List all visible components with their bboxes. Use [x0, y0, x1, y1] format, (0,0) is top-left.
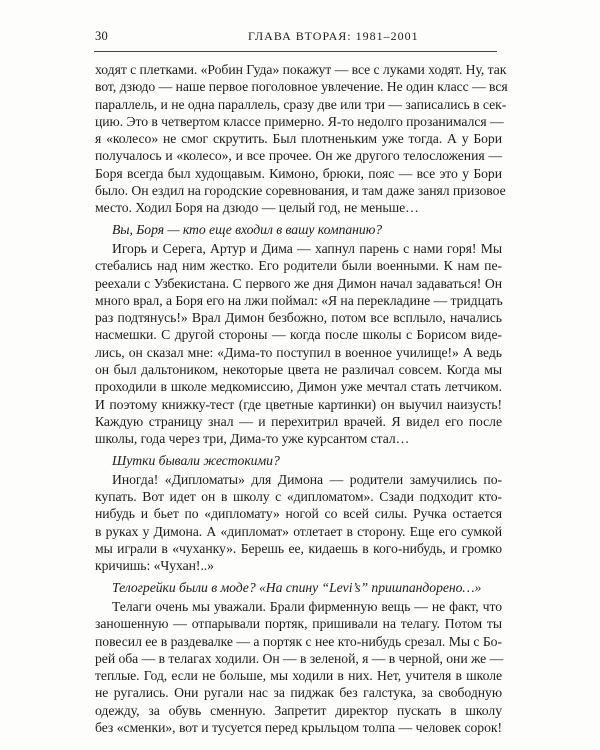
text-line: проходили в школе медкомиссию, Димон уже мечтал стать летчиком.	[95, 379, 502, 395]
text-line: заношенную — отпарывали портяк, пришивали на телагу. Потом ты	[95, 616, 502, 632]
text-line: одежду, за обувь сменную. Запретит директор пускать в школу	[95, 702, 502, 718]
text-line: повесил ее в раздевалке — а портяк с нее кто-нибудь срезал. Мы с Бо-	[95, 633, 502, 649]
text-line: получалось и «колесо», и все прочее. Он же другого телосложения —	[95, 148, 502, 164]
text-line: параллель, и не одна параллель, сразу две или три — записались в сек-	[95, 96, 507, 112]
body-text	[95, 61, 508, 736]
text-line: насмешки. С другой стороны — когда после школы с Борисом виде-	[95, 327, 502, 343]
text-line: мы играли в «чуханку». Берешь ее, кидаешь в кого-нибудь, и громко	[95, 541, 502, 557]
header-rule	[94, 51, 497, 52]
text-line: вот, дзюдо — наше первое поголовное увлечение. Не один класс — вся	[95, 79, 508, 95]
text-line: в руках у Димона. А «дипломат» отлетает в сторону. Еще его сумкой	[95, 523, 502, 539]
text-line: теплые. Год, если не больше, мы ходили в них. Нет, учителя в школе	[95, 668, 502, 684]
running-head: ГЛАВА ВТОРАЯ: 1981–2001	[248, 29, 419, 43]
text-line: без «сменки», вот и тусуется перед крыльцом толпа — человек сорок!	[95, 719, 502, 735]
text-line: не ругались. Они ругали нас за пиджак без галстука, за свободную	[95, 685, 502, 701]
page-number: 30	[95, 29, 108, 43]
text-line: Игорь и Серега, Артур и Дима — хапнул парень с нами горя! Мы	[112, 240, 502, 256]
text-line: лись, он сказал мне: «Дима-то поступил в военное училище!» А ведь	[95, 344, 502, 360]
text-line: школы, года через три, Дима-то уже курсантом стал…	[95, 431, 410, 447]
paragraph-4	[95, 598, 502, 736]
text-line: Боря всегда был худощавым. Кимоно, брюки, пояс — все это у Бори	[95, 165, 502, 181]
text-line: Иногда! «Дипломаты» для Димона — родители замучились по-	[112, 471, 502, 487]
text-line: много врал, а Боря его на лжи поймал: «Я на перекладине — тридцать	[95, 292, 503, 308]
interviewer-question: Телогрейки были в моде? «На спину “Levi’s” пришпандорено…»	[112, 579, 482, 595]
text-line: кричишь: «Чухан!..»	[95, 558, 214, 574]
text-line: Каждую страницу знал — и перехитрил врачей. Я видел его после	[95, 413, 502, 429]
interviewer-question: Шутки бывали жестокими?	[112, 452, 280, 468]
interviewer-question: Вы, Боря — кто еще входил в вашу компанию?	[112, 221, 383, 237]
text-line: цию. Это в четвертом классе примерно. Я-то недолго прозанимался —	[95, 113, 504, 129]
text-line: стебались над ним жестко. Его родители были военными. К нам пе-	[95, 258, 502, 274]
text-line: рей оба — в телагах ходили. Он — в зеленой, я — в черной, они же —	[95, 650, 504, 666]
text-line: я «колесо» не смог скрутить. Был плотненьким уже тогда. А у Бори	[95, 131, 502, 147]
text-line: И поэтому книжку-тест (где цветные картинки) он выучил наизусть!	[95, 396, 502, 412]
text-line: раз подтянусь!» Врал Димон безбожно, потом все всплыло, начались	[95, 310, 502, 326]
paragraph-2	[95, 240, 502, 448]
text-line: он был дальтоником, некоторые цвета не различал совсем. Когда мы	[95, 362, 502, 378]
text-line: Телаги очень мы уважали. Брали фирменную вещь — не факт, что	[112, 598, 502, 614]
text-line: ходят с плетками. «Робин Гуда» покажут — все с луками ходят. Ну, так	[95, 62, 507, 77]
text-line: место. Ходил Боря на дзюдо — целый год, не меньше…	[95, 200, 419, 216]
text-line: нибудь и бьет по «дипломату» ногой со всей силы. Ручка остается	[95, 506, 502, 522]
text-line: купать. Вот идет он в школу с «дипломатом». Сзади подходит кто-	[95, 489, 502, 505]
paragraph-1	[95, 61, 508, 217]
text-line: реехали с Узбекистана. С первого же дня Димон начал задаваться! Он	[95, 275, 502, 291]
text-line: было. Он ездил на городские соревнования, и там даже занял призовое	[95, 183, 506, 199]
paragraph-3	[95, 471, 502, 575]
